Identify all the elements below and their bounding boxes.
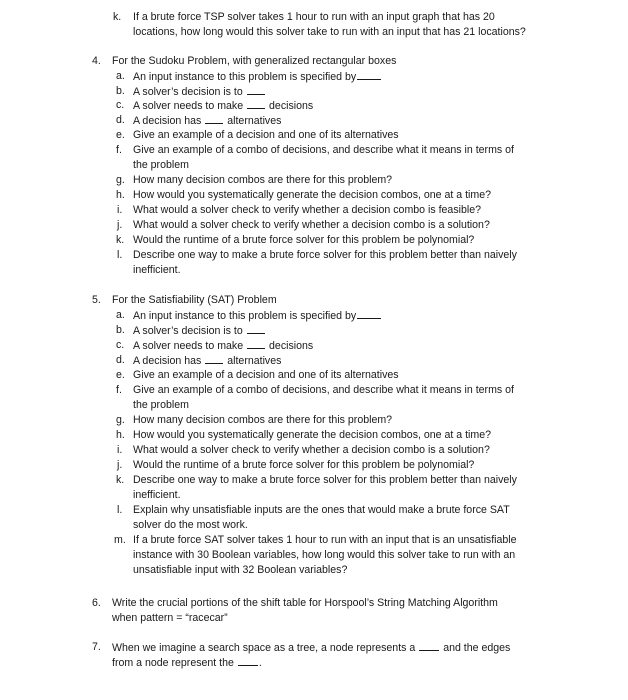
answer-blank [247,338,265,349]
item-text-part: alternatives [227,355,282,367]
item-text-line: Describe one way to make a brute force solver for this problem better than naively [133,249,517,261]
item-letter: c. [116,99,125,111]
question-number: 4. [92,55,101,67]
item-text: Would the runtime of a brute force solver for this problem be polynomial? [133,234,475,246]
item-text-line: solver do the most work. [133,519,248,531]
item-text-part: An input instance to this problem is specified by [133,310,357,322]
item-text-line: Give an example of a combo of decisions, and describe what it means in terms of [133,144,514,156]
item-text: How would you systematically generate the decision combos, one at a time? [133,189,492,201]
item-letter: l. [117,249,123,261]
item-text-part: An input instance to this problem is specified by [133,71,357,83]
item-text-line: If a brute force SAT solver takes 1 hour to run with an input that is an unsatisfiable [133,534,517,546]
question-text-line [112,640,510,656]
question-title: For the Satisfiability (SAT) Problem [112,294,277,306]
item-text: How many decision combos are there for this problem? [133,414,393,426]
answer-blank [247,323,265,334]
item-text [133,308,382,324]
question-title: For the Sudoku Problem, with generalized rectangular boxes [112,55,397,67]
item-text-part: A solver needs to make [133,340,244,352]
item-letter: m. [114,534,126,546]
item-text [133,98,313,114]
answer-blank [357,69,381,80]
item-text-part: When we imagine a search space as a tree, a node represents a [112,642,416,654]
item-text-line: Give an example of a combo of decisions, and describe what it means in terms of [133,384,514,396]
item-text-line: unsatisfiable input with 32 Boolean variables? [133,564,348,576]
question-text-line [112,655,262,671]
item-text: How would you systematically generate the decision combos, one at a time? [133,429,492,441]
item-letter: a. [116,309,125,321]
item-text-part: A solver’s decision is to [133,325,243,337]
item-text-line: Describe one way to make a brute force solver for this problem better than naively [133,474,517,486]
item-text: What would a solver check to verify whether a decision combo is a solution? [133,219,490,231]
item-text-line: inefficient. [133,264,181,276]
item-letter: d. [116,114,125,126]
item-text-line: instance with 30 Boolean variables, how long would this solver take to run with an [133,549,516,561]
item-letter: j. [117,219,123,231]
answer-blank [238,655,258,666]
answer-blank [247,84,265,95]
item-text [133,353,281,369]
item-letter: k. [116,234,125,246]
question-number: 6. [92,597,101,609]
item-text [133,323,266,339]
item-text-line: inefficient. [133,489,181,501]
item-text-part: A solver needs to make [133,100,244,112]
item-text-part: alternatives [227,115,282,127]
item-letter: i. [117,204,123,216]
item-text: Would the runtime of a brute force solver for this problem be polynomial? [133,459,475,471]
item-letter: k. [113,11,122,23]
answer-blank [419,640,439,651]
item-letter: e. [116,369,125,381]
question-text-line: Write the crucial portions of the shift table for Horspool’s String Matching Algorithm [112,597,498,609]
item-letter: f. [116,144,122,156]
item-letter: j. [117,459,123,471]
item-text-part: from a node represent the [112,657,234,669]
item-text-part: . [258,657,262,669]
item-text [133,338,313,354]
item-letter: c. [116,339,125,351]
item-text-part: A solver’s decision is to [133,86,243,98]
item-letter: i. [117,444,123,456]
item-text: Give an example of a decision and one of its alternatives [133,369,399,381]
item-text-part: and the edges [443,642,511,654]
item-letter: a. [116,70,125,82]
item-text [133,113,281,129]
item-letter: l. [117,504,123,516]
answer-blank [205,353,223,364]
item-text-line: Explain why unsatisfiable inputs are the ones that would make a brute force SAT [133,504,510,516]
item-letter: h. [116,429,125,441]
item-letter: g. [116,174,125,186]
item-text-part: A decision has [133,355,202,367]
item-letter: k. [116,474,125,486]
item-letter: b. [116,85,125,97]
item-text: What would a solver check to verify whether a decision combo is a solution? [133,444,490,456]
question-number: 7. [92,641,101,653]
item-text-part: decisions [269,340,314,352]
item-letter: b. [116,324,125,336]
item-text-line: the problem [133,399,189,411]
item-text: What would a solver check to verify whether a decision combo is feasible? [133,204,481,216]
item-letter: e. [116,129,125,141]
item-letter: h. [116,189,125,201]
item-text-line: If a brute force TSP solver takes 1 hour to run with an input graph that has 20 [133,11,495,23]
item-letter: g. [116,414,125,426]
item-text-part: decisions [269,100,314,112]
item-letter: d. [116,354,125,366]
answer-blank [205,113,223,124]
item-text: Give an example of a decision and one of its alternatives [133,129,399,141]
question-text-line: when pattern = “racecar” [112,612,228,624]
question-number: 5. [92,294,101,306]
item-letter: f. [116,384,122,396]
item-text-part: A decision has [133,115,202,127]
answer-blank [247,98,265,109]
item-text: How many decision combos are there for this problem? [133,174,393,186]
answer-blank [357,308,381,319]
item-text-line: locations, how long would this solver take to run with an input that has 21 locations? [133,26,526,38]
item-text [133,69,382,85]
item-text-line: the problem [133,159,189,171]
